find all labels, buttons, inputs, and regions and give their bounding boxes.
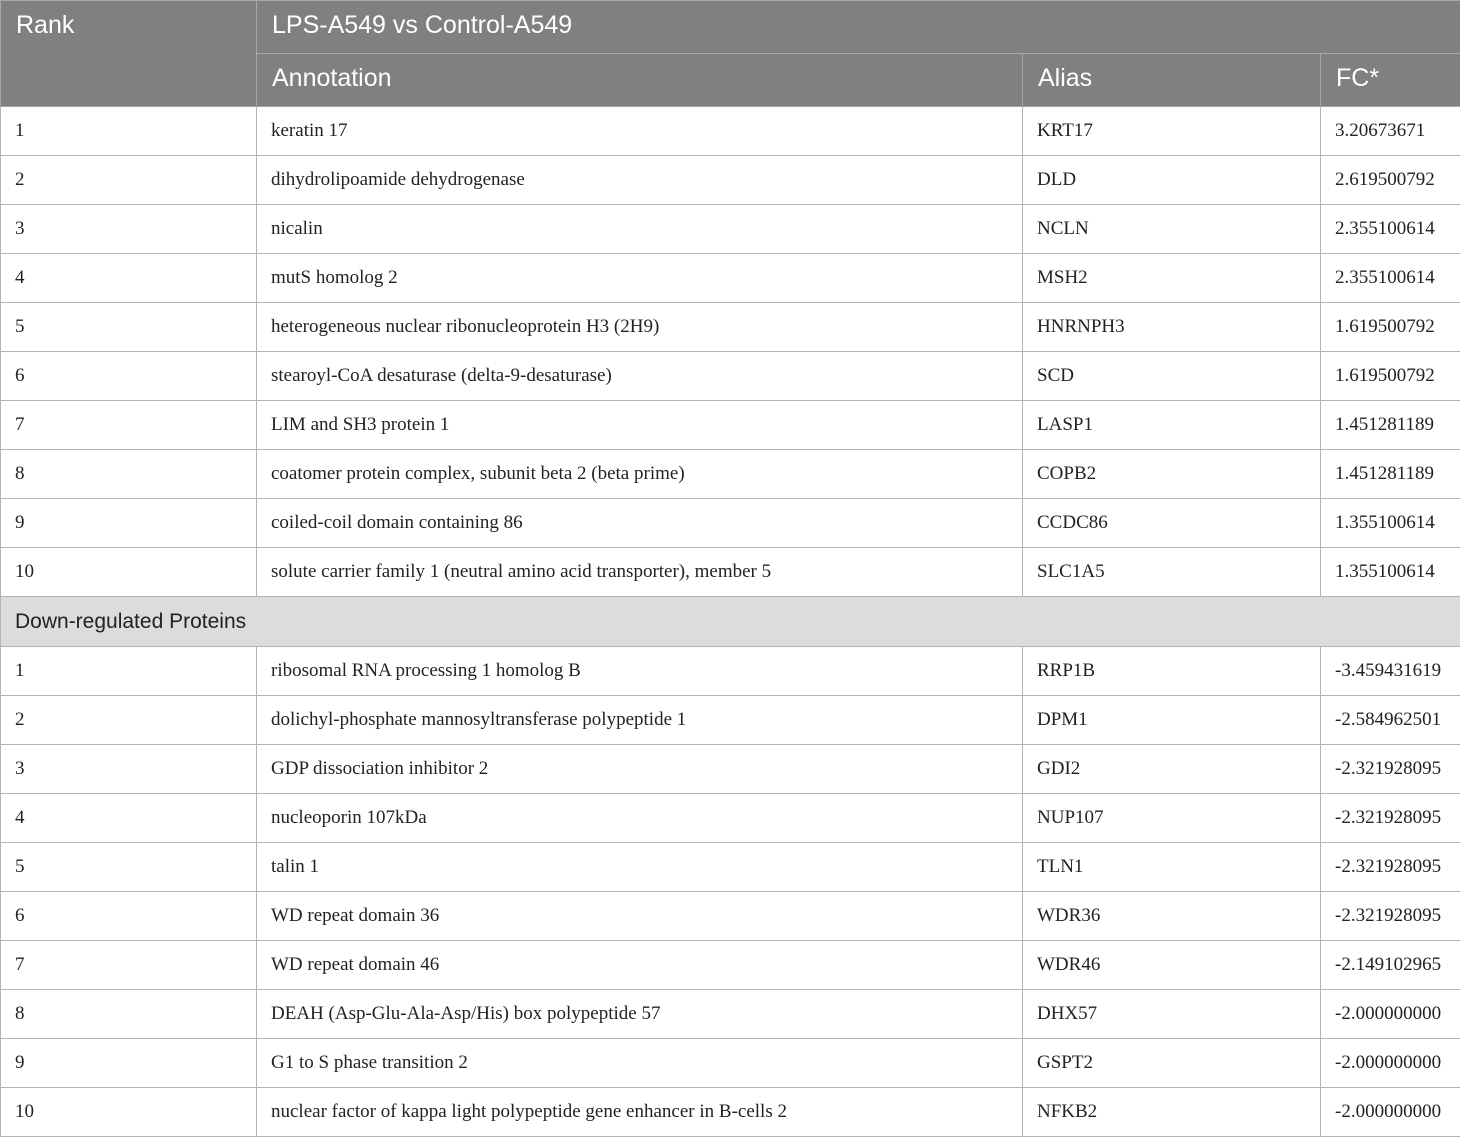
alias-cell: RRP1B <box>1023 647 1321 696</box>
rank-cell: 8 <box>1 990 257 1039</box>
annotation-cell: G1 to S phase transition 2 <box>257 1039 1023 1088</box>
fc-cell: -2.321928095 <box>1321 892 1460 941</box>
header-fc: FC* <box>1321 54 1460 107</box>
annotation-cell: coiled-coil domain containing 86 <box>257 499 1023 548</box>
alias-cell: LASP1 <box>1023 401 1321 450</box>
annotation-cell: solute carrier family 1 (neutral amino acid transporter), member 5 <box>257 548 1023 597</box>
section-label-down-regulated: Down-regulated Proteins <box>1 597 1460 647</box>
annotation-cell: nucleoporin 107kDa <box>257 794 1023 843</box>
alias-cell: COPB2 <box>1023 450 1321 499</box>
rank-cell: 7 <box>1 941 257 990</box>
fc-cell: 3.20673671 <box>1321 107 1460 156</box>
annotation-cell: DEAH (Asp-Glu-Ala-Asp/His) box polypeptide 57 <box>257 990 1023 1039</box>
table-row <box>1 794 1460 843</box>
rank-cell: 3 <box>1 745 257 794</box>
rank-cell: 3 <box>1 205 257 254</box>
fc-cell: -2.000000000 <box>1321 990 1460 1039</box>
rank-cell: 5 <box>1 303 257 352</box>
fc-cell: -2.584962501 <box>1321 696 1460 745</box>
rank-cell: 9 <box>1 499 257 548</box>
fc-cell: -2.321928095 <box>1321 843 1460 892</box>
table-row <box>1 401 1460 450</box>
alias-cell: MSH2 <box>1023 254 1321 303</box>
fc-cell: 1.355100614 <box>1321 499 1460 548</box>
rank-cell: 1 <box>1 107 257 156</box>
alias-cell: DLD <box>1023 156 1321 205</box>
header-rank: Rank <box>1 1 257 107</box>
table-header <box>1 1 1460 107</box>
fc-cell: 1.355100614 <box>1321 548 1460 597</box>
fc-cell: -2.000000000 <box>1321 1039 1460 1088</box>
annotation-cell: heterogeneous nuclear ribonucleoprotein H3 (2H9) <box>257 303 1023 352</box>
fc-cell: 1.619500792 <box>1321 352 1460 401</box>
fc-cell: -3.459431619 <box>1321 647 1460 696</box>
fc-cell: -2.321928095 <box>1321 794 1460 843</box>
annotation-cell: talin 1 <box>257 843 1023 892</box>
alias-cell: WDR46 <box>1023 941 1321 990</box>
table-row <box>1 205 1460 254</box>
rank-cell: 10 <box>1 1088 257 1137</box>
alias-cell: GSPT2 <box>1023 1039 1321 1088</box>
fc-cell: 1.451281189 <box>1321 450 1460 499</box>
table-row <box>1 352 1460 401</box>
annotation-cell: mutS homolog 2 <box>257 254 1023 303</box>
annotation-cell: nuclear factor of kappa light polypeptide gene enhancer in B-cells 2 <box>257 1088 1023 1137</box>
annotation-cell: WD repeat domain 36 <box>257 892 1023 941</box>
rank-cell: 1 <box>1 647 257 696</box>
fc-cell: 1.619500792 <box>1321 303 1460 352</box>
table-row <box>1 745 1460 794</box>
table-row <box>1 990 1460 1039</box>
rank-cell: 6 <box>1 352 257 401</box>
header-comparison: LPS-A549 vs Control-A549 <box>257 1 1460 54</box>
table-row <box>1 156 1460 205</box>
rank-cell: 6 <box>1 892 257 941</box>
annotation-cell: LIM and SH3 protein 1 <box>257 401 1023 450</box>
annotation-cell: stearoyl-CoA desaturase (delta-9-desaturase) <box>257 352 1023 401</box>
table-row <box>1 696 1460 745</box>
alias-cell: SLC1A5 <box>1023 548 1321 597</box>
annotation-cell: ribosomal RNA processing 1 homolog B <box>257 647 1023 696</box>
table-row <box>1 892 1460 941</box>
alias-cell: DPM1 <box>1023 696 1321 745</box>
annotation-cell: dolichyl-phosphate mannosyltransferase polypeptide 1 <box>257 696 1023 745</box>
table-row <box>1 499 1460 548</box>
annotation-cell: GDP dissociation inhibitor 2 <box>257 745 1023 794</box>
annotation-cell: coatomer protein complex, subunit beta 2 (beta prime) <box>257 450 1023 499</box>
alias-cell: KRT17 <box>1023 107 1321 156</box>
annotation-cell: dihydrolipoamide dehydrogenase <box>257 156 1023 205</box>
fc-cell: -2.149102965 <box>1321 941 1460 990</box>
table-row <box>1 1039 1460 1088</box>
table-row <box>1 450 1460 499</box>
table-row <box>1 941 1460 990</box>
rank-cell: 2 <box>1 696 257 745</box>
table-row <box>1 548 1460 597</box>
rank-cell: 5 <box>1 843 257 892</box>
table-body <box>1 107 1460 1137</box>
fc-cell: -2.000000000 <box>1321 1088 1460 1137</box>
alias-cell: CCDC86 <box>1023 499 1321 548</box>
header-annotation: Annotation <box>257 54 1023 107</box>
annotation-cell: WD repeat domain 46 <box>257 941 1023 990</box>
fc-cell: 2.355100614 <box>1321 205 1460 254</box>
fc-cell: 2.619500792 <box>1321 156 1460 205</box>
rank-cell: 4 <box>1 794 257 843</box>
header-row-top <box>1 1 1460 54</box>
rank-cell: 4 <box>1 254 257 303</box>
alias-cell: DHX57 <box>1023 990 1321 1039</box>
alias-cell: SCD <box>1023 352 1321 401</box>
fc-cell: 1.451281189 <box>1321 401 1460 450</box>
alias-cell: WDR36 <box>1023 892 1321 941</box>
alias-cell: NCLN <box>1023 205 1321 254</box>
alias-cell: GDI2 <box>1023 745 1321 794</box>
rank-cell: 2 <box>1 156 257 205</box>
rank-cell: 10 <box>1 548 257 597</box>
alias-cell: HNRNPH3 <box>1023 303 1321 352</box>
fc-cell: 2.355100614 <box>1321 254 1460 303</box>
alias-cell: NFKB2 <box>1023 1088 1321 1137</box>
annotation-cell: nicalin <box>257 205 1023 254</box>
alias-cell: TLN1 <box>1023 843 1321 892</box>
section-row-down-regulated <box>1 597 1460 647</box>
table-row <box>1 254 1460 303</box>
table-row <box>1 843 1460 892</box>
alias-cell: NUP107 <box>1023 794 1321 843</box>
table-row <box>1 1088 1460 1137</box>
fc-cell: -2.321928095 <box>1321 745 1460 794</box>
rank-cell: 9 <box>1 1039 257 1088</box>
rank-cell: 7 <box>1 401 257 450</box>
table-row <box>1 303 1460 352</box>
rank-cell: 8 <box>1 450 257 499</box>
table-row <box>1 647 1460 696</box>
annotation-cell: keratin 17 <box>257 107 1023 156</box>
table-row <box>1 107 1460 156</box>
header-alias: Alias <box>1023 54 1321 107</box>
